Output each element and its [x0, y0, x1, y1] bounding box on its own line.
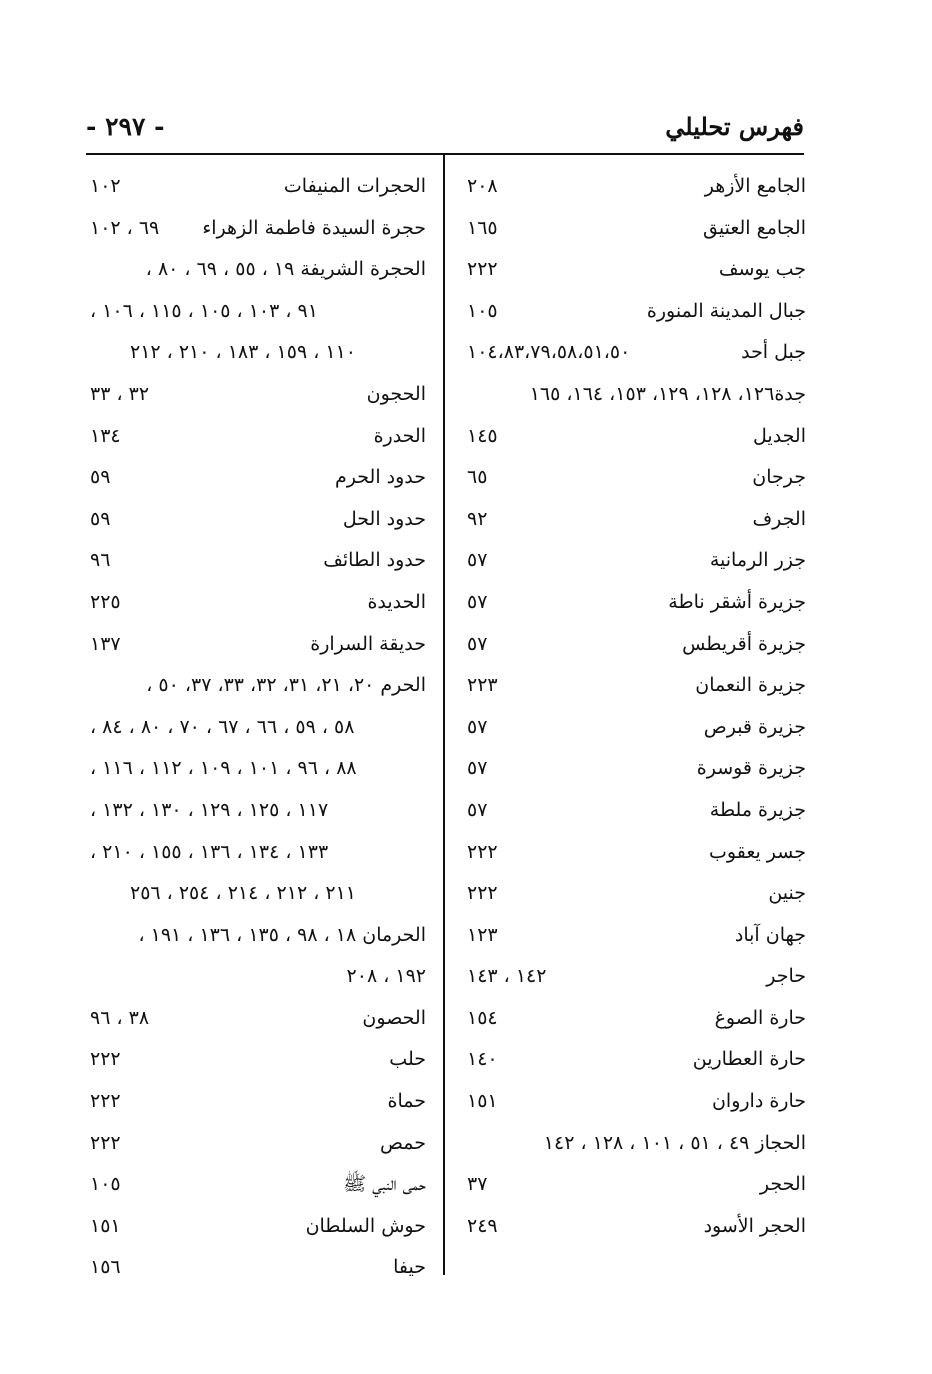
entry-pages-continued: ٩١ ، ١٠٣ ، ١٠٥ ، ١١٥ ، ١٠٦ ،	[90, 299, 318, 322]
index-entry	[463, 540, 806, 582]
index-entry	[463, 748, 806, 790]
index-entry	[86, 832, 426, 874]
entry-pages: ١٥١	[90, 1214, 121, 1237]
entry-name: الجديل	[753, 424, 806, 447]
index-entry	[463, 374, 806, 416]
entry-text: الحجرة الشريفة ١٩ ، ٥٥ ، ٦٩ ، ٨٠ ،	[145, 258, 426, 281]
entry-name: حارة داروان	[711, 1090, 806, 1113]
entry-name: حماة	[387, 1090, 426, 1113]
entry-pages: ٣٨ ، ٩٦	[90, 1006, 150, 1029]
index-entry	[463, 1123, 806, 1165]
index-entry	[463, 499, 806, 541]
entry-pages: ٥٧	[467, 757, 488, 780]
entry-pages: ٦٥	[467, 466, 488, 489]
entry-name: الحديدة	[367, 590, 426, 613]
entry-pages-continued: ٨٨ ، ٩٦ ، ١٠١ ، ١٠٩ ، ١١٢ ، ١١٦ ،	[90, 757, 357, 780]
index-entry	[463, 457, 806, 499]
page-header	[86, 112, 804, 150]
index-entry	[463, 1081, 806, 1123]
index-entry	[86, 956, 426, 998]
entry-pages-continued: ١١٧ ، ١٢٥ ، ١٢٩ ، ١٣٠ ، ١٣٢ ،	[90, 798, 329, 821]
index-entry	[86, 707, 426, 749]
entry-name: جزيرة النعمان	[695, 674, 806, 697]
index-entry	[86, 457, 426, 499]
entry-pages: ١٦٥	[467, 216, 498, 239]
index-entry	[86, 665, 426, 707]
entry-pages: ١٤٠	[467, 1048, 498, 1071]
entry-pages: ٥٧	[467, 798, 488, 821]
index-entry	[86, 1039, 426, 1081]
entry-name: حوش السلطان	[305, 1214, 426, 1237]
entry-name: حلب	[389, 1048, 426, 1071]
entry-pages-continued: ٥٨ ، ٥٩ ، ٦٦ ، ٦٧ ، ٧٠ ، ٨٠ ، ٨٤ ،	[90, 715, 355, 738]
entry-pages: ٢٢٣	[467, 674, 498, 697]
index-entry	[463, 624, 806, 666]
entry-name: الجرف	[752, 507, 806, 530]
entry-name: جزيرة قبرص	[703, 715, 806, 738]
index-column-left	[86, 166, 426, 1289]
entry-pages: ٢٠٨	[467, 175, 498, 197]
index-entry	[86, 1164, 426, 1206]
entry-pages: ١٤٢ ، ١٤٣	[467, 965, 547, 988]
index-entry	[86, 1081, 426, 1123]
entry-name: الحصون	[362, 1006, 426, 1029]
entry-pages: ٢٢٢	[467, 882, 498, 905]
index-entry	[86, 416, 426, 458]
index-entry	[463, 291, 806, 333]
index-entry	[463, 998, 806, 1040]
entry-pages-continued: ١٩٢ ، ٢٠٨	[346, 965, 426, 988]
index-entry	[86, 166, 426, 208]
entry-text: جدة١٢٦، ١٢٨، ١٢٩، ١٥٣، ١٦٤، ١٦٥	[529, 382, 806, 405]
entry-name: جب يوسف	[718, 258, 806, 281]
index-entry	[86, 624, 426, 666]
entry-name: جزيرة ملطة	[709, 798, 806, 821]
entry-pages: ٢٤٩	[467, 1214, 498, 1237]
entry-pages: ٣٢ ، ٣٣	[90, 382, 150, 405]
entry-pages: ٣٧	[467, 1173, 488, 1196]
entry-pages: ١٣٤	[90, 424, 121, 447]
entry-text: الحجاز ٤٩ ، ٥١ ، ١٠١ ، ١٢٨ ، ١٤٢	[543, 1131, 806, 1154]
index-entry	[463, 416, 806, 458]
entry-name: جزر الرمانية	[709, 549, 806, 572]
entry-name: حجرة السيدة فاطمة الزهراء	[202, 216, 426, 239]
index-entry	[86, 540, 426, 582]
entry-name: حيفا	[393, 1256, 426, 1279]
entry-name: حاجر	[766, 965, 806, 988]
entry-pages: ٢٢٢	[90, 1131, 121, 1154]
index-entry	[463, 1039, 806, 1081]
entry-pages: ١٤٥	[467, 424, 498, 447]
entry-pages: ١٥١	[467, 1090, 498, 1113]
entry-name: جزيرة أقريطس	[682, 632, 806, 655]
index-entry	[463, 707, 806, 749]
index-entry	[86, 748, 426, 790]
entry-pages: ١٠٢	[90, 175, 121, 197]
entry-name: حدود الحرم	[335, 466, 426, 489]
entry-text: الحرمان ١٨ ، ٩٨ ، ١٣٥ ، ١٣٦ ، ١٩١ ،	[138, 923, 426, 946]
entry-pages: ٦٩ ، ١٠٢	[90, 216, 160, 239]
entry-name: حديقة السرارة	[310, 632, 426, 655]
entry-name: جهان آباد	[734, 923, 806, 946]
index-entry	[463, 832, 806, 874]
index-entry	[86, 499, 426, 541]
index-entry	[463, 582, 806, 624]
index-entry	[463, 915, 806, 957]
entry-pages: ٢٢٢	[90, 1048, 121, 1071]
entry-name: جسر يعقوب	[709, 840, 806, 863]
index-entry	[463, 790, 806, 832]
header-rule	[86, 153, 804, 155]
entry-name: الحجرات المنيفات	[283, 175, 426, 197]
entry-pages: ١٥٤	[467, 1006, 498, 1029]
entry-pages: ٢٢٢	[90, 1090, 121, 1113]
index-entry	[86, 790, 426, 832]
entry-pages: ٥٩	[90, 466, 111, 489]
entry-pages: ٥٧	[467, 590, 488, 613]
entry-pages: ٢٢٢	[467, 840, 498, 863]
entry-name: الحجر الأسود	[703, 1214, 806, 1237]
index-entry	[463, 332, 806, 374]
entry-name: جزيرة أشقر ناطة	[668, 590, 806, 613]
index-entry	[463, 166, 806, 208]
entry-name: جنين	[768, 882, 806, 905]
entry-pages: ١٣٧	[90, 632, 121, 655]
entry-pages: ٢٢٢	[467, 258, 498, 281]
entry-name: جبل أحد	[741, 341, 806, 364]
index-column-right	[463, 166, 806, 1247]
entry-pages: ٥٧	[467, 549, 488, 572]
entry-name: حدود الطائف	[323, 549, 426, 572]
column-divider	[443, 155, 445, 1275]
entry-pages: ٥٧	[467, 715, 488, 738]
entry-pages: ٥٧	[467, 632, 488, 655]
index-entry	[463, 873, 806, 915]
index-entry	[86, 1247, 426, 1289]
index-entry	[86, 291, 426, 333]
index-entry	[463, 208, 806, 250]
index-entry	[86, 582, 426, 624]
entry-pages: ٩٦	[90, 549, 111, 572]
index-entry	[463, 956, 806, 998]
running-title: فهرس تحليلي	[665, 112, 804, 141]
index-entry	[463, 665, 806, 707]
entry-name: حارة الصوغ	[714, 1006, 806, 1029]
entry-pages: ١٠٥	[467, 299, 498, 322]
entry-name: الجامع الأزهر	[704, 175, 806, 197]
entry-name: جبال المدينة المنورة	[646, 299, 806, 322]
index-entry	[86, 374, 426, 416]
index-entry	[86, 1206, 426, 1248]
entry-pages: ٥٩	[90, 507, 111, 530]
entry-pages: ١٥٦	[90, 1256, 121, 1279]
entry-pages-continued: ١٣٣ ، ١٣٤ ، ١٣٦ ، ١٥٥ ، ٢١٠ ،	[90, 840, 329, 863]
entry-name: الجامع العتيق	[703, 216, 806, 239]
index-entry	[86, 208, 426, 250]
entry-name: حمى النبي ﷺ	[343, 1173, 426, 1196]
index-entry	[86, 915, 426, 957]
index-entry	[86, 998, 426, 1040]
entry-name: جزيرة قوسرة	[696, 757, 806, 780]
entry-pages: ١٠٤،٨٣،٧٩،٥٨،٥١،٥٠	[467, 341, 631, 364]
entry-pages: ٩٢	[467, 507, 488, 530]
index-entry	[463, 249, 806, 291]
entry-name: حدود الحل	[342, 507, 426, 530]
index-entry	[86, 873, 426, 915]
entry-pages: ١٢٣	[467, 923, 498, 946]
entry-name: الحدرة	[373, 424, 426, 447]
index-entry	[463, 1206, 806, 1248]
index-entry	[86, 332, 426, 374]
index-entry	[86, 1123, 426, 1165]
entry-pages: ٢٢٥	[90, 590, 121, 613]
entry-name: جرجان	[752, 466, 806, 489]
index-entry	[463, 1164, 806, 1206]
entry-name: الحجون	[366, 382, 426, 405]
entry-pages-continued: ١١٠ ، ١٥٩ ، ١٨٣ ، ٢١٠ ، ٢١٢	[130, 341, 356, 364]
page-number: - ٢٩٧ -	[86, 112, 165, 141]
entry-name: حارة العطارين	[692, 1048, 806, 1071]
entry-pages-continued: ٢١١ ، ٢١٢ ، ٢١٤ ، ٢٥٤ ، ٢٥٦	[130, 882, 356, 905]
entry-text: الحرم ٢٠، ٢١، ٣١، ٣٢، ٣٣، ٣٧، ٥٠ ،	[146, 674, 426, 697]
entry-name: الحجر	[759, 1173, 806, 1196]
index-entry	[86, 249, 426, 291]
entry-pages: ١٠٥	[90, 1173, 121, 1196]
entry-name: حمص	[379, 1131, 426, 1154]
